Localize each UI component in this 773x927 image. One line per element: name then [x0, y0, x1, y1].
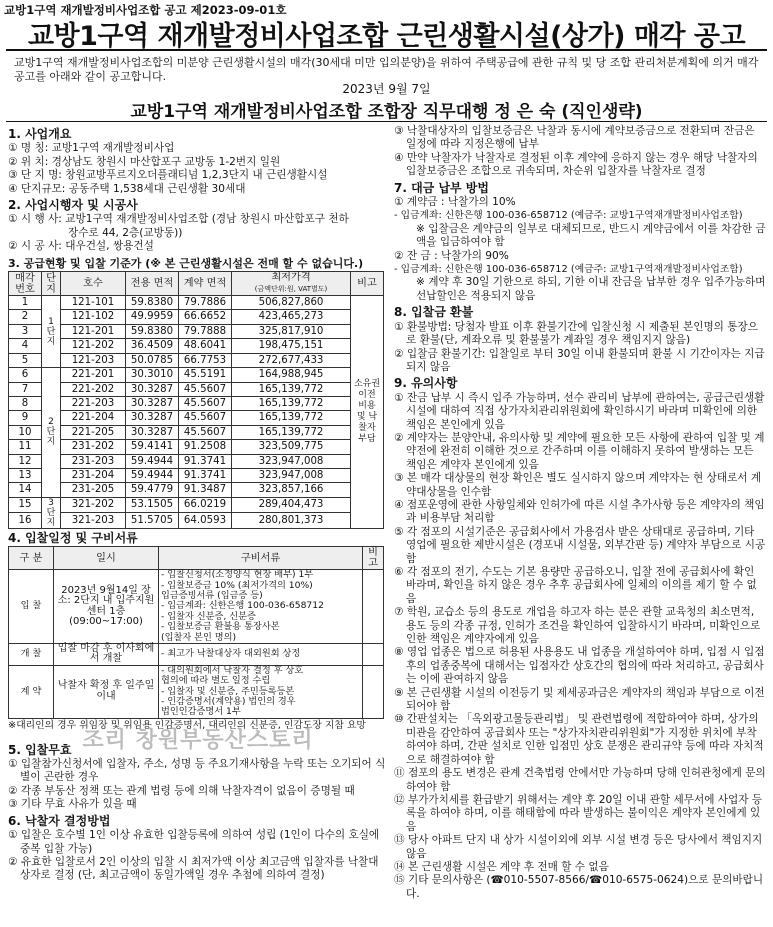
- payment-line: ② 잔 금 : 낙찰가의 90%: [394, 249, 509, 262]
- table-cell: 45.5607: [179, 382, 232, 396]
- payment-note: ※ 계약 후 30일 기한으로 하되, 기한 이내 잔금을 납부한 경우 입주가능하며 선납할인은 적용되지 않음: [416, 276, 766, 302]
- table-cell: 9: [9, 411, 42, 425]
- table-cell: 323,857,166: [232, 483, 351, 497]
- table-cell: 323,947,008: [232, 454, 351, 468]
- signatory: 교방1구역 재개발정비사업조합 조합장 직무대행 정 은 숙 (직인생략): [130, 102, 643, 122]
- table-cell: 66.7753: [179, 353, 232, 367]
- schedule-table: [8, 546, 384, 719]
- table-cell: 323,947,008: [232, 468, 351, 482]
- caution-item: ⑨ 본 근린생활 시설의 이전등기 및 제세공과금은 계약자의 책임과 부담으로 이전되어야 함: [394, 686, 765, 713]
- table-cell: 51.5705: [126, 513, 179, 529]
- table-cell: 323,509,775: [232, 440, 351, 454]
- caution-item: ② 계약자는 분양안내, 유의사항 및 계약에 필요한 모든 사항에 관하여 입찰 및 계약전에 완전히 이해한 것으로 간주하며 이를 이해하지 못하여 발생하는 모든 책임은 계약자 본인에게 있음: [394, 431, 765, 471]
- table-cell: 165,139,772: [232, 411, 351, 425]
- table-cell: 91.3741: [179, 468, 232, 482]
- table-cell: 221-201: [61, 368, 126, 382]
- col-header: 계약 면적: [179, 272, 232, 296]
- danji-cell: 1 단 지: [42, 296, 61, 368]
- caution-item: ⑥ 각 점포의 전기, 수도는 기본 용량만 공급하오니, 입찰 전에 공급회사에 확인 바라며, 확인을 하지 않은 경우 추후 공급회사에 일체의 이의를 제기 할 수 없음: [394, 566, 757, 605]
- table-row: [9, 570, 384, 644]
- table-cell: 7: [9, 382, 42, 396]
- caution-item: ③ 본 매각 대상물의 현장 확인은 별도 실시하지 않으며 계약자는 현 상태로서 계약대상물을 인수함: [394, 472, 762, 498]
- notice-number: 교방1구역 재개발정비사업조합 공고 제2023-09-01호: [4, 3, 287, 17]
- table-cell: 45.5607: [179, 396, 232, 410]
- table-cell: 198,475,151: [232, 339, 351, 353]
- caution-item: ⑤ 각 점포의 시설기준은 공급회사에서 가용검사 받은 상태대로 공급하며, 기타 영업에 필요한 제반시설은 (경포내 시설물, 외부간판 등) 계약자 부담으로 시공함: [394, 525, 766, 565]
- caution-item: ④ 점포운영에 관한 사항일체와 인허가에 따른 시설 추가사항 등은 계약자의 책임과 비용부담 처리함: [394, 498, 765, 525]
- table-cell: 10: [9, 425, 42, 439]
- table-cell: 231-205: [61, 483, 126, 497]
- row-note: [363, 570, 384, 644]
- intro-paragraph: 교방1구역 재개발정비사업조합의 미분양 근린생활시설의 매각(30세대 미만 입의분양)을 위하여 주택공급에 관한 규칙 및 당 조합 관리처분계획에 의거 매각공고를 아래와 같이 공고합니다.: [14, 56, 759, 83]
- table-cell: 48.6041: [179, 339, 232, 353]
- award-item: ③ 낙찰대상자의 입찰보증금은 낙찰과 동시에 계약보증금으로 전환되며 잔금은 일정에 따라 지정은행에 납부: [394, 125, 755, 151]
- table-cell: 13: [9, 468, 42, 482]
- table-cell: 59.4779: [126, 483, 179, 497]
- refund-item: ② 입찰금 환불기간: 입찰일로 부터 30일 이내 환불되며 환불 시 기간이자는 지급되지 않음: [394, 347, 765, 373]
- watermark: 조리 창원부동산스토리: [82, 728, 314, 754]
- caution-item: ⑮ 기타 문의사항은 (☎010-5507-8566/☎010-6575-0624)으로 문의바랍니다.: [394, 874, 764, 900]
- table-cell: 11: [9, 440, 42, 454]
- section-1-title: 1. 사업개요: [8, 127, 72, 141]
- table-cell: 30.3287: [126, 411, 179, 425]
- table-row: [9, 368, 384, 382]
- developer-address: 장수로 44, 2층(교방동)): [68, 226, 183, 239]
- table-cell: 221-202: [61, 382, 126, 396]
- payment-line: ① 계약금 : 낙찰가의 10%: [394, 196, 516, 209]
- table-cell: 6: [9, 368, 42, 382]
- table-cell: 221-204: [61, 411, 126, 425]
- table-row: [9, 296, 384, 310]
- section-4-title: 4. 입찰일정 및 구비서류: [8, 530, 138, 545]
- table-cell: 221-203: [61, 396, 126, 410]
- payment-account: - 입금계좌: 신한은행 100-036-658712 (예금주: 교방1구역재개발정비사업조합): [394, 210, 743, 222]
- overview-item: ③ 단 지 명: 창원교방푸르지오더플래티넘 1,2,3단지 내 근린생활시설: [8, 169, 328, 182]
- row-note: [363, 644, 384, 666]
- doc-line: 입금증빙서류 (입금증 등): [161, 589, 263, 601]
- section-8-title: 8. 입찰금 환불: [394, 305, 474, 320]
- table-cell: 8: [9, 396, 42, 410]
- table-cell: 16: [9, 513, 42, 529]
- table-cell: 30.3010: [126, 368, 179, 382]
- table-cell: 30.3287: [126, 425, 179, 439]
- table-cell: 30.3287: [126, 396, 179, 410]
- row-docs: [159, 665, 363, 718]
- table-cell: 121-203: [61, 353, 126, 367]
- table-row: [9, 513, 384, 529]
- row-when: 낙찰자 확정 후 일주일 이내: [54, 665, 159, 718]
- col-header: 최저가격: [271, 272, 311, 284]
- table-cell: 165,139,772: [232, 382, 351, 396]
- row-label: 개 찰: [9, 644, 54, 666]
- section-2-title: 2. 사업시행자 및 시공사: [8, 198, 138, 213]
- col-header: 매각 번호: [9, 272, 42, 296]
- title-divider: [6, 49, 767, 51]
- table-cell: 59.4141: [126, 440, 179, 454]
- table-row: [9, 440, 384, 454]
- col-header: 전용 면적: [126, 272, 179, 296]
- row-label: 입 찰: [9, 570, 54, 644]
- table-cell: 45.5191: [179, 368, 232, 382]
- table-cell: 30.3287: [126, 382, 179, 396]
- row-docs: [159, 570, 363, 644]
- row-docs: [159, 644, 363, 666]
- table-cell: 59.8380: [126, 324, 179, 338]
- table-cell: 121-101: [61, 296, 126, 310]
- table-cell: 14: [9, 483, 42, 497]
- doc-line: - 입찰보증금 10% (최저가격의 10%): [161, 579, 313, 591]
- caution-item: ⑬ 당사 아파트 단지 내 상가 시설이외에 외부 시설 변경 등은 당사에서 책임지지 않음: [394, 834, 763, 860]
- danji-cell: 2 단 지: [42, 368, 61, 498]
- remark-cell: 소유권 이전 비용 및 낙찰자 부담: [351, 296, 384, 529]
- row-note: [363, 665, 384, 718]
- payment-account: - 입금계좌: 신한은행 100-036-658712 (예금주: 교방1구역재개발정비사업조합): [394, 264, 743, 276]
- danji-cell: 3 단 지: [42, 497, 61, 528]
- table-cell: 53.1505: [126, 497, 179, 513]
- caution-item: ⑭ 본 근린생활 시설은 계약 후 전매 할 수 없음: [394, 860, 609, 873]
- table-cell: 64.0593: [179, 513, 232, 529]
- table-row: [9, 411, 384, 425]
- doc-line: - 입찰보증금 환불용 통장사본: [161, 621, 280, 633]
- table-cell: 121-202: [61, 339, 126, 353]
- table-cell: 272,677,433: [232, 353, 351, 367]
- doc-line: - 대의원회에서 낙찰자 결정 후 상호: [161, 664, 304, 676]
- header-divider: [6, 121, 767, 122]
- caution-item: ⑫ 부가가치세를 환급받기 위해서는 계약 후 20일 이내 관할 세무서에 사업자 등록을 하여야 하며, 이를 해태함에 따라 발생하는 불이익은 계약자 본인에게 있음: [394, 793, 763, 833]
- table-cell: 91.2508: [179, 440, 232, 454]
- doc-line: - 입찰신청서(소정양식 현장 배부) 1부: [161, 569, 314, 581]
- table-cell: 289,404,473: [232, 497, 351, 513]
- overview-item: ④ 단지규모: 공동주택 1,538세대 근린생활 30세대: [8, 182, 246, 195]
- table-cell: 231-203: [61, 454, 126, 468]
- table-cell: 325,817,910: [232, 324, 351, 338]
- section-7-title: 7. 대금 납부 방법: [394, 180, 489, 195]
- table-cell: 121-201: [61, 324, 126, 338]
- caution-item: ① 잔금 납부 시 즉시 입주 가능하며, 선수 관리비 납부에 관하여는, 공급근린생활시설에 대하여 직접 상가자치관리위원회에 확인하시기 바라며 미확인에 의한 책임은 본인에게 있음: [394, 391, 765, 431]
- doc-line: - 인감증명서(계약용) 법인의 경우: [161, 696, 296, 708]
- overview-item: ① 명 칭: 교방1구역 재개발정비사업: [8, 142, 175, 155]
- table-cell: 15: [9, 497, 42, 513]
- table-cell: 79.7886: [179, 296, 232, 310]
- table-cell: 79.7888: [179, 324, 232, 338]
- doc-line: - 입찰자 및 신분증, 주민등록등본: [161, 685, 295, 697]
- table-cell: 423,465,273: [232, 310, 351, 324]
- award-item: ② 유효한 입찰로서 2인 이상의 입찰 시 최저가액 이상 최고금액 입찰자를 낙찰대상자로 결정 (단, 최고금액이 동일가액일 경우 추첨에 의하여 결정): [8, 855, 379, 882]
- table-cell: 231-204: [61, 468, 126, 482]
- doc-line: - 입금계좌: 신한은행 100-036-658712: [161, 600, 324, 612]
- table-cell: 49.9959: [126, 310, 179, 324]
- table-cell: 91.3741: [179, 454, 232, 468]
- table-cell: 36.4509: [126, 339, 179, 353]
- payment-note: ※ 입찰금은 계약금의 일부로 대체되므로, 반드시 계약금에서 이를 차감한 금액을 입금하여야 함: [416, 222, 766, 249]
- table-cell: 121-102: [61, 310, 126, 324]
- developer-line: ① 시 행 사: 교방1구역 재개발정비사업조합 (경남 창원시 마산합포구 천하: [8, 213, 349, 226]
- table-row: [9, 497, 384, 513]
- table-cell: 321-203: [61, 513, 126, 529]
- supply-table: [8, 271, 384, 529]
- award-item: ① 입찰은 호수별 1인 이상 유효한 입찰등록에 의하여 성립 (1인이 다수의 호실에 중복 입찰 가능): [8, 829, 380, 855]
- section-5-title: 5. 입찰무효: [8, 742, 72, 757]
- col-header-price: [232, 272, 351, 296]
- price-unit-note: (금액단위:원, VAT별도): [254, 285, 328, 294]
- doc-line: 협의에 따라 별도 일정 수립: [161, 675, 271, 687]
- doc-line: - 최고가 낙찰대상자 대외원회 상정: [161, 648, 301, 660]
- invalid-item: ③ 기타 무효 사유가 있을 때: [8, 798, 137, 811]
- section-9-title: 9. 유의사항: [394, 376, 458, 391]
- doc-line: 법인인감증명서 1부: [161, 706, 241, 718]
- overview-item: ② 위 치: 경상남도 창원시 마산합포구 교방동 1-2번지 일원: [8, 155, 281, 168]
- table-cell: 45.5607: [179, 411, 232, 425]
- table-row: [9, 644, 384, 666]
- table-cell: 321-202: [61, 497, 126, 513]
- table-cell: 231-202: [61, 440, 126, 454]
- table-cell: 59.8380: [126, 296, 179, 310]
- table-row: [9, 339, 384, 353]
- col-header: 호수: [61, 272, 126, 296]
- table-cell: 1: [9, 296, 42, 310]
- table-cell: 91.3487: [179, 483, 232, 497]
- doc-line: - 입찰자 신분증, 신분증: [161, 610, 256, 622]
- section-3-title: 3. 공급현황 및 입찰 기준가 (※ 본 근린생활시설은 전매 할 수 없습니다.): [8, 256, 364, 270]
- table-cell: 50.0785: [126, 353, 179, 367]
- table-cell: 45.5607: [179, 425, 232, 439]
- table-cell: 164,988,945: [232, 368, 351, 382]
- table-row: [9, 483, 384, 497]
- row-when: 2023년 9월14일 장소: 2단지 내 입주지원센터 1층 (09:00~17:00): [54, 570, 159, 644]
- table-cell: 5: [9, 353, 42, 367]
- refund-item: ① 환불방법: 당첨자 발표 이후 환불기간에 입찰신청 시 제출된 본인명의 통장으로 환불(단, 계좌오류 및 환불불가 계좌일 경우 책임지지 않음): [394, 320, 758, 347]
- table-cell: 2: [9, 310, 42, 324]
- table-cell: 4: [9, 339, 42, 353]
- col-header: 구비서류: [159, 547, 363, 570]
- caution-list: [394, 392, 766, 901]
- caution-item: ⑩ 간판설치는 「옥외광고물등관리법」 및 관련법령에 적합하여야 하며, 상가의 미관을 감안하여 공급회사 또는 "상가자치관리위원회"가 지정한 위치에 부착하여야 하며, 간판 설치로 인한 입점민 상호 분쟁은 관리규약 등에 따라 자치적으로 해결하여야 함: [394, 713, 764, 766]
- caution-item: ⑧ 영업 업종은 법으로 허용된 사용용도 내 업종을 개설하여야 하며, 입점 시 입점후의 업종중복에 대해서는 입점자간 상호간의 협의에 따라 처리하고, 공급회사는 이에 관여하지 않음: [394, 646, 765, 686]
- table-cell: 3: [9, 324, 42, 338]
- right-column: [394, 125, 766, 901]
- doc-line: (입찰자 본인 명의): [161, 631, 237, 643]
- col-header: 일시: [54, 547, 159, 570]
- left-column: [8, 125, 388, 883]
- invalid-item: ① 입찰참가신청서에 입찰자, 주소, 성명 등 주요기재사항을 누락 또는 오기되어 식별이 곤란한 경우: [8, 758, 386, 784]
- supply-table-body: [9, 296, 384, 529]
- table-cell: 165,139,772: [232, 396, 351, 410]
- table-cell: 59.4944: [126, 468, 179, 482]
- table-cell: 66.0219: [179, 497, 232, 513]
- table-cell: 165,139,772: [232, 425, 351, 439]
- contractor-line: ② 시 공 사: 대우건설, 쌍용건설: [8, 240, 154, 253]
- notice-date: 2023년 9월 7일: [342, 82, 431, 96]
- table-cell: 12: [9, 454, 42, 468]
- proxy-note: ※대리인의 경우 위임장 및 위임용 인감증명서, 대리인의 신분증, 인감도장 지참 요망: [8, 719, 366, 731]
- table-row: [9, 353, 384, 367]
- col-header: 단 지: [42, 272, 61, 296]
- table-row: [9, 310, 384, 324]
- table-row: [9, 382, 384, 396]
- table-row: [9, 665, 384, 718]
- table-row: [9, 324, 384, 338]
- row-when: 입찰 마감 후 이사회에서 개찰: [54, 644, 159, 666]
- page-title: 교방1구역 재개발정비사업조합 근린생활시설(상가) 매각 공고: [27, 21, 746, 52]
- table-cell: 221-205: [61, 425, 126, 439]
- section-6-title: 6. 낙찰자 결정방법: [8, 813, 111, 828]
- row-label: 계 약: [9, 665, 54, 718]
- table-row: [9, 468, 384, 482]
- caution-item: ⑦ 학원, 교습소 등의 용도로 개업을 하고자 하는 분은 관할 교육청의 최소면적, 용도 등의 각종 규정, 인허가 조건을 확인하여 입찰하시기 바라며, 미확인으로 인한 책임은 계약자에게 있음: [394, 606, 761, 646]
- col-header: 비 고: [363, 547, 384, 570]
- table-row: [9, 454, 384, 468]
- table-cell: 66.6652: [179, 310, 232, 324]
- col-header: 비고: [351, 272, 384, 296]
- award-item: ④ 만약 낙찰자가 낙찰자로 결정된 이후 계약에 응하지 않는 경우 해당 낙찰자의 입찰보증금은 조합으로 귀속되며, 차순위 입찰자를 낙찰자로 결정: [394, 151, 758, 178]
- table-cell: 280,801,373: [232, 513, 351, 529]
- table-cell: 506,827,860: [232, 296, 351, 310]
- table-row: [9, 425, 384, 439]
- invalid-item: ② 각종 부동산 정책 또는 관계 법령 등에 의해 낙찰자격이 없음이 증명될 때: [8, 784, 355, 797]
- caution-item: ⑪ 점포의 용도 변경은 관계 건축법령 안에서만 가능하며 당해 인허관청에게 문의하여야 함: [394, 767, 766, 793]
- table-row: [9, 396, 384, 410]
- table-cell: 59.4944: [126, 454, 179, 468]
- col-header: 구 분: [9, 547, 54, 570]
